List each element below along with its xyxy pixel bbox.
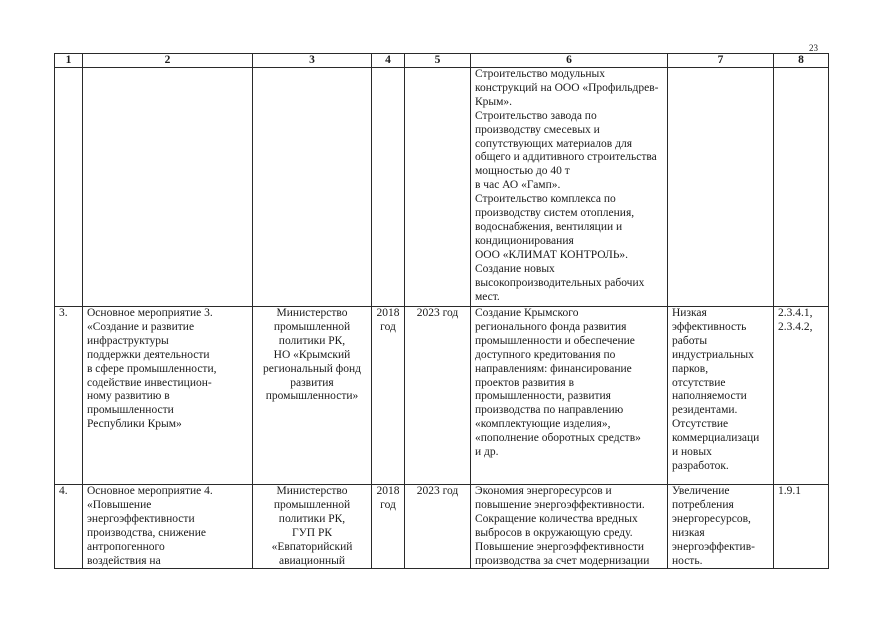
page-number: 23	[809, 43, 818, 53]
expected-result-cell: Строительство модульных конструкций на ООО «Профильдрев- Крым». Строительство завода по производству смесевых и сопутствующих материалов для общего и аддитивного строительства мощностью до 40 т в час АО «Гамп». Строительство комплекса по производству систем отопления, водоснабжения, вентиляции и кондиционирования ООО «КЛИМАТ КОНТРОЛЬ». Создание новых высокопроизводительных рабочих мест.	[471, 68, 668, 307]
row-number-cell: 4.	[55, 485, 83, 569]
end-year-cell: 2023 год	[405, 307, 471, 485]
indicator-link-cell: 2.3.4.1, 2.3.4.2,	[774, 307, 829, 485]
header-cell: 3	[253, 54, 372, 68]
header-cell: 7	[668, 54, 774, 68]
consequences-cell	[668, 68, 774, 307]
executor-cell	[253, 68, 372, 307]
end-year-cell	[405, 68, 471, 307]
executor-cell: Министерство промышленной политики РК, ГУП РК «Евпаторийский авиационный	[253, 485, 372, 569]
executor-cell: Министерство промышленной политики РК, НО «Крымский региональный фонд развития промышленности»	[253, 307, 372, 485]
table-row	[55, 68, 829, 307]
indicator-link-cell	[774, 68, 829, 307]
start-year-cell: 2018 год	[372, 307, 405, 485]
header-cell: 1	[55, 54, 83, 68]
row-number-cell	[55, 68, 83, 307]
start-year-cell: 2018 год	[372, 485, 405, 569]
indicator-link-cell: 1.9.1	[774, 485, 829, 569]
measure-name-cell	[83, 68, 253, 307]
consequences-cell: Увеличение потребления энергоресурсов, низкая энергоэффектив- ность.	[668, 485, 774, 569]
table-row	[55, 307, 829, 485]
measures-table	[54, 53, 829, 569]
row-number-cell: 3.	[55, 307, 83, 485]
header-cell: 2	[83, 54, 253, 68]
measure-name-cell: Основное мероприятие 3. «Создание и развитие инфраструктуры поддержки деятельности в сфере промышленности, содействие инвестицион- ному развитию в промышленности Республики Крым»	[83, 307, 253, 485]
header-cell: 5	[405, 54, 471, 68]
table-header-row	[55, 54, 829, 68]
consequences-cell: Низкая эффективность работы индустриальных парков, отсутствие наполняемости резидентами. Отсутствие коммерциализаци и новых разработок.	[668, 307, 774, 485]
end-year-cell: 2023 год	[405, 485, 471, 569]
header-cell: 4	[372, 54, 405, 68]
table-row	[55, 485, 829, 569]
expected-result-cell: Создание Крымского регионального фонда развития промышленности и обеспечение доступного кредитования по направлениям: финансирование проектов развития в промышленности, развития производства по направлению «комплектующие изделия», «пополнение оборотных средств» и др.	[471, 307, 668, 485]
measure-name-cell: Основное мероприятие 4. «Повышение энергоэффективности производства, снижение антропогенного воздействия на	[83, 485, 253, 569]
expected-result-cell: Экономия энергоресурсов и повышение энергоэффективности. Сокращение количества вредных выбросов в окружающую среду. Повышение энергоэффективности производства за счет модернизации	[471, 485, 668, 569]
header-cell: 6	[471, 54, 668, 68]
start-year-cell	[372, 68, 405, 307]
header-cell: 8	[774, 54, 829, 68]
